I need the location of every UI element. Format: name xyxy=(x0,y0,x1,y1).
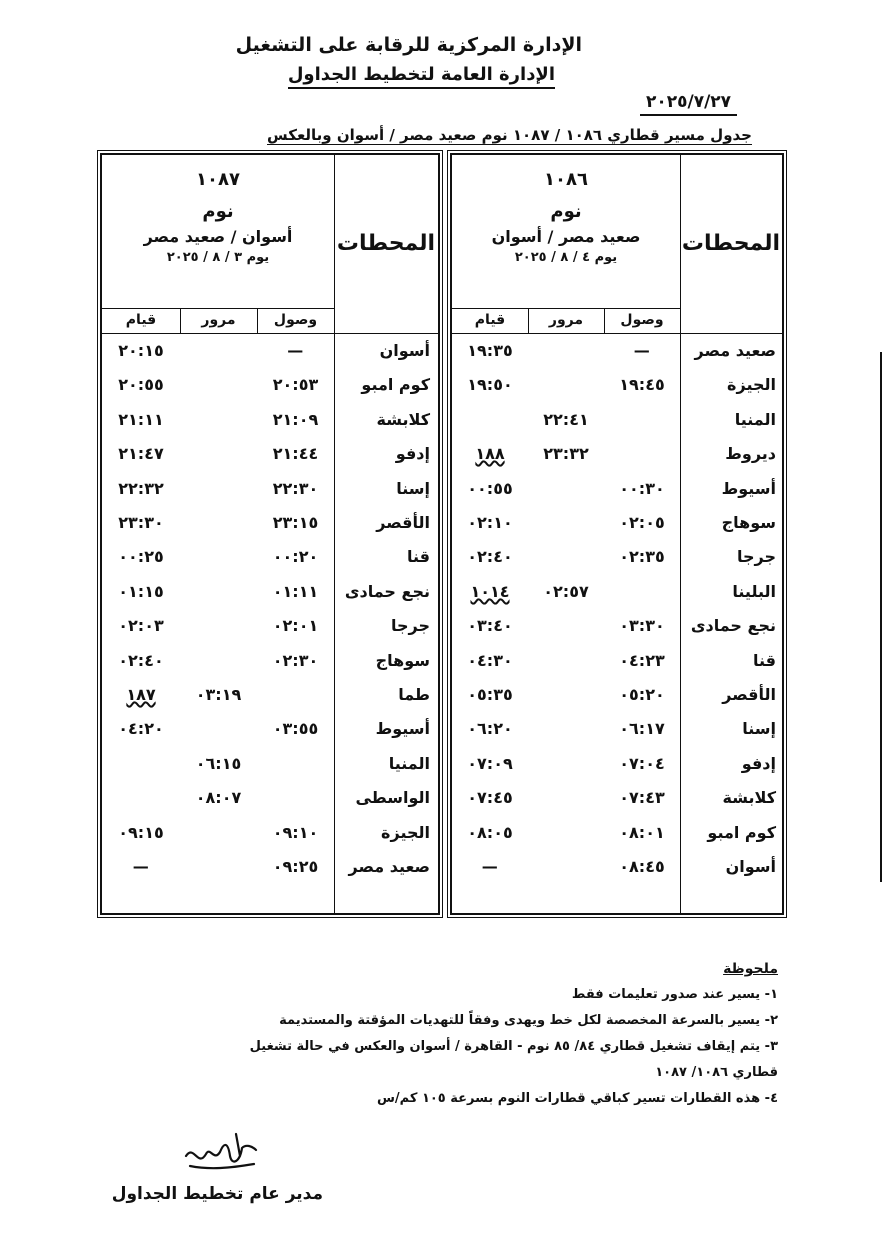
departure-cell: ٠٦:٢٠ xyxy=(467,719,513,739)
departure-cell: ٠٢:١٠ xyxy=(467,513,513,532)
departure-cell: ٢٠:٥٥ xyxy=(118,375,164,395)
train-number: ١٠٨٧ xyxy=(196,169,240,190)
pass-cell: ٢٣:٣٢ xyxy=(543,444,589,464)
departure-cell: ٠٧:٤٥ xyxy=(467,788,513,808)
departure-cell: ٠٧:٠٩ xyxy=(467,753,513,773)
arrival-cell: ٠٦:١٧ xyxy=(619,719,665,739)
station-name: إسنا xyxy=(396,478,430,498)
arrival-cell: ٠٤:٢٣ xyxy=(619,650,665,670)
departure-cell: ٠٥:٣٥ xyxy=(467,685,513,704)
arrival-cell: ٠١:١١ xyxy=(272,581,319,601)
stations-header: المحطات xyxy=(681,231,781,256)
station-name: الجيزة xyxy=(727,375,776,395)
station-name: جرجا xyxy=(390,616,430,636)
arrival-header: وصول xyxy=(620,312,664,328)
departure-cell: ٠٢:٠٣ xyxy=(118,616,164,636)
station-name: نجع حمادى xyxy=(344,581,430,601)
departure-cell: ١٩:٣٥ xyxy=(467,341,513,360)
departure-cell: ٠٨:٠٥ xyxy=(467,822,513,842)
arrival-cell: ٠٠:٢٠ xyxy=(272,547,319,567)
departure-cell: ٠٤:٣٠ xyxy=(467,650,513,670)
departure-cell: — xyxy=(481,857,499,876)
station-name: كلابشة xyxy=(722,788,776,808)
train-route: أسوان / صعيد مصر xyxy=(143,227,293,246)
train-day: يوم ٣ / ٨ / ٢٠٢٥ xyxy=(166,250,270,265)
departure-cell: ٢٠:١٥ xyxy=(118,341,164,360)
departure-cell: ١٨٨ xyxy=(475,444,505,464)
station-name: سوهاج xyxy=(375,650,430,670)
train-day: يوم ٤ / ٨ / ٢٠٢٥ xyxy=(514,250,618,265)
departure-cell: ٠١:١٥ xyxy=(118,581,164,601)
note-item: ٤- هذه القطارات تسير كباقي قطارات النوم بسرعة ١٠٥ كم/س xyxy=(376,1091,778,1106)
schedule-title: جدول مسير قطاري ١٠٨٦ / ١٠٨٧ نوم صعيد مصر / أسوان وبالعكس xyxy=(267,126,752,144)
station-name: كوم امبو xyxy=(361,375,430,395)
stations-header: المحطات xyxy=(336,231,436,256)
station-name: كوم امبو xyxy=(707,822,776,842)
departure-header: قيام xyxy=(125,312,157,328)
arrival-cell: ٢١:٠٩ xyxy=(272,409,319,429)
arrival-cell: ٢٠:٥٣ xyxy=(272,375,319,395)
pass-cell: ٠٦:١٥ xyxy=(195,753,242,773)
train-number: ١٠٨٦ xyxy=(544,169,588,190)
arrival-cell: ٠٨:٠١ xyxy=(619,822,665,842)
arrival-cell: — xyxy=(633,341,651,360)
schedule-table-1086 xyxy=(450,153,784,915)
station-name: جرجا xyxy=(736,547,776,567)
arrival-cell: ٠٨:٤٥ xyxy=(619,857,665,876)
departure-cell: ٠٠:٥٥ xyxy=(467,478,513,498)
arrival-cell: ٠٢:٠٥ xyxy=(619,513,665,532)
arrival-cell: ٠٣:٣٠ xyxy=(619,616,665,636)
station-name: صعيد مصر xyxy=(694,341,776,360)
arrival-cell: ٠٣:٥٥ xyxy=(272,719,319,739)
arrival-cell: ١٩:٤٥ xyxy=(619,375,665,395)
station-name: قنا xyxy=(752,650,776,670)
arrival-cell: ٠٧:٠٤ xyxy=(619,753,665,773)
station-name: الأقصر xyxy=(722,685,776,704)
departure-cell: ٠٢:٤٠ xyxy=(467,547,513,567)
station-name: أسوان xyxy=(725,857,776,876)
pass-cell: ٠٣:١٩ xyxy=(195,685,242,704)
manager-title: مدير عام تخطيط الجداول xyxy=(111,1184,323,1204)
station-name: قنا xyxy=(406,547,430,567)
departure-cell: ٢١:٤٧ xyxy=(118,444,164,464)
station-name: الجيزة xyxy=(381,822,430,842)
departure-cell: ١٠١٤ xyxy=(470,581,510,601)
arrival-cell: ٢١:٤٤ xyxy=(272,444,319,464)
station-name: ديروط xyxy=(725,444,776,464)
departure-cell: ٠٣:٤٠ xyxy=(467,616,513,636)
train-route: صعيد مصر / أسوان xyxy=(491,227,641,246)
arrival-cell: ٠٩:٢٥ xyxy=(272,857,319,876)
note-item: ٢- يسير بالسرعة المخصصة لكل خط ويهدى وفقاً للتهديات المؤقتة والمستديمة xyxy=(279,1013,778,1028)
station-name: صعيد مصر xyxy=(348,857,430,876)
arrival-cell: ٠٥:٢٠ xyxy=(619,685,665,704)
notes-section xyxy=(78,956,778,1112)
header-department-line xyxy=(0,64,890,85)
station-name: إدفو xyxy=(741,753,776,773)
train-type: نوم xyxy=(550,201,582,222)
arrival-cell: — xyxy=(287,341,304,360)
station-name: أسيوط xyxy=(375,719,430,739)
note-item: ٣- يتم إيقاف تشغيل قطاري ٨٤/ ٨٥ نوم - القاهرة / أسوان والعكس في حالة تشغيل xyxy=(249,1039,778,1054)
departure-cell: ٠٤:٢٠ xyxy=(118,719,164,739)
station-name: المنيا xyxy=(734,409,776,429)
departure-cell: ٠٠:٢٥ xyxy=(118,547,164,567)
station-name: نجع حمادى xyxy=(690,616,776,636)
schedule-table-1087 xyxy=(100,153,440,915)
departure-cell: ١٩:٥٠ xyxy=(467,375,513,395)
departure-cell: ٢٣:٣٠ xyxy=(118,513,164,532)
station-name: طما xyxy=(398,685,430,704)
note-item: قطاري ١٠٨٦/ ١٠٨٧ xyxy=(655,1065,778,1080)
station-name: أسيوط xyxy=(721,478,776,498)
arrival-cell: ٠٠:٣٠ xyxy=(619,478,665,498)
pass-cell: ٢٢:٤١ xyxy=(543,409,589,429)
station-name: الأقصر xyxy=(376,513,430,532)
pass-header: مرور xyxy=(201,312,236,328)
train-type: نوم xyxy=(202,201,234,222)
page-edge-line xyxy=(880,352,882,882)
arrival-cell: ٠٧:٤٣ xyxy=(619,788,665,808)
notes-title: ملحوظة xyxy=(723,961,778,977)
station-name: سوهاج xyxy=(721,513,776,532)
header-org-line: الإدارة المركزية للرقابة على التشغيل xyxy=(235,34,582,56)
arrival-cell: ٠٢:٠١ xyxy=(272,616,319,636)
station-name: البلينا xyxy=(732,581,776,601)
arrival-cell: ٠٢:٣٠ xyxy=(272,650,319,670)
pass-cell: ٠٢:٥٧ xyxy=(543,581,589,601)
departure-cell: — xyxy=(132,857,150,876)
arrival-header: وصول xyxy=(273,312,318,328)
header-department-text: الإدارة العامة لتخطيط الجداول xyxy=(288,64,555,89)
handwritten-signature xyxy=(180,1126,260,1176)
station-name: الواسطى xyxy=(355,788,430,808)
departure-cell: ٠٢:٤٠ xyxy=(118,650,164,670)
station-name: إدفو xyxy=(395,444,430,464)
arrival-cell: ٢٣:١٥ xyxy=(272,513,319,532)
arrival-cell: ٢٢:٣٠ xyxy=(272,478,319,498)
pass-header: مرور xyxy=(548,312,584,328)
departure-cell: ٠٩:١٥ xyxy=(118,822,164,842)
departure-cell: ١٨٧ xyxy=(126,685,156,704)
station-name: المنيا xyxy=(388,753,430,773)
station-name: إسنا xyxy=(742,719,776,739)
station-name: كلابشة xyxy=(376,409,430,429)
station-name: أسوان xyxy=(379,341,430,360)
document-date: ٢٠٢٥/٧/٢٧ xyxy=(640,92,737,116)
note-item: ١- يسير عند صدور تعليمات فقط xyxy=(571,987,778,1002)
arrival-cell: ٠٢:٣٥ xyxy=(619,547,665,567)
departure-cell: ٢١:١١ xyxy=(118,409,164,429)
departure-header: قيام xyxy=(474,312,506,328)
pass-cell: ٠٨:٠٧ xyxy=(195,788,242,808)
arrival-cell: ٠٩:١٠ xyxy=(272,822,319,842)
departure-cell: ٢٢:٣٢ xyxy=(118,478,164,498)
